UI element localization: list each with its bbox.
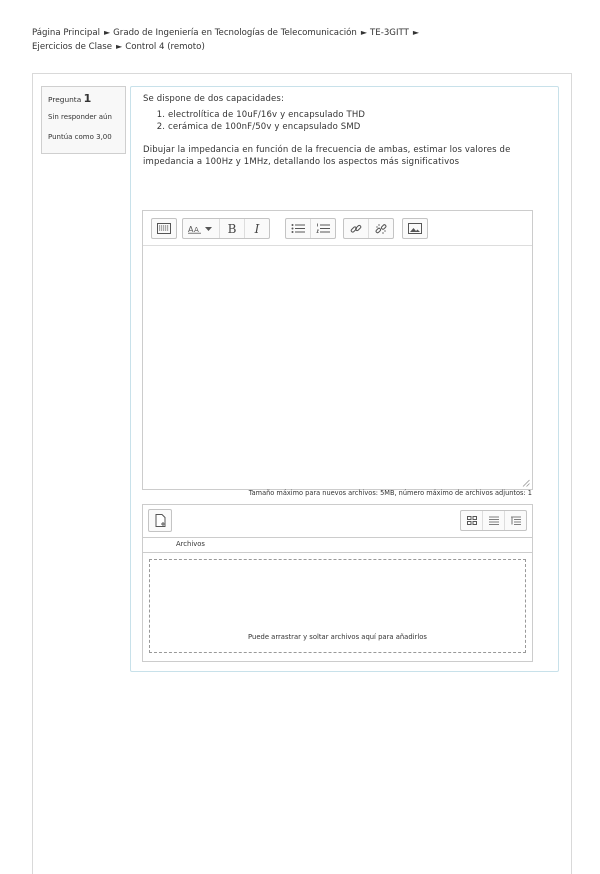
list-view-button[interactable] — [483, 511, 505, 530]
text-style-icon — [188, 224, 214, 234]
files-header — [142, 537, 533, 553]
svg-text:A: A — [188, 224, 194, 234]
question-list-item: 2. cerámica de 100nF/50v y encapsulado SMD — [168, 121, 543, 134]
add-file-button[interactable] — [148, 509, 172, 532]
question-text — [143, 93, 543, 169]
files-label: Archivos — [176, 540, 205, 548]
link-icon — [350, 223, 362, 235]
toolbar-group-media — [402, 218, 428, 239]
breadcrumb-degree[interactable]: Grado de Ingeniería en Tecnologías de Telecomunicación — [113, 28, 357, 38]
image-icon — [408, 223, 422, 234]
unlink-button[interactable] — [369, 219, 393, 238]
question-list-item: 1. electrolítica de 10uF/16v y encapsulado THD — [168, 109, 543, 122]
question-number-value: 1 — [83, 92, 92, 105]
question-info-box — [41, 86, 126, 154]
editor-toolbar — [143, 211, 532, 246]
unordered-list-button[interactable] — [286, 219, 311, 238]
grid-view-icon — [467, 516, 477, 525]
question-prompt: Dibujar la impedancia en función de la frecuencia de ambas, estimar los valores de impedancia a 100Hz y 1MHz, detallando los aspectos más significativos — [143, 144, 511, 167]
breadcrumb-section[interactable]: Ejercicios de Clase — [32, 42, 113, 52]
tree-view-button[interactable] — [505, 511, 526, 530]
icon-view-button[interactable] — [461, 511, 483, 530]
breadcrumb-quiz[interactable]: Control 4 (remoto) — [125, 42, 205, 52]
breadcrumb-separator: ► — [116, 42, 123, 51]
add-file-icon — [155, 514, 166, 527]
tree-view-icon — [511, 516, 521, 525]
bold-button[interactable]: B — [220, 219, 245, 238]
insert-image-button[interactable] — [403, 219, 427, 238]
file-manager-toolbar — [142, 504, 533, 538]
breadcrumb-separator: ► — [360, 28, 368, 37]
paragraph-style-button[interactable] — [183, 219, 220, 238]
breadcrumb-separator: ► — [103, 28, 111, 37]
list-view-icon — [489, 516, 499, 525]
question-state: Sin responder aún — [48, 113, 112, 121]
breadcrumb-course[interactable]: TE-3GITT — [370, 28, 409, 38]
toolbar-group-format — [182, 218, 270, 239]
keyboard-icon — [157, 223, 171, 234]
file-limits-text: Tamaño máximo para nuevos archivos: 5MB, número máximo de archivos adjuntos: 1 — [248, 489, 532, 497]
ordered-list-button[interactable] — [311, 219, 335, 238]
question-list — [143, 109, 543, 134]
file-drop-area — [142, 553, 533, 662]
breadcrumb — [32, 26, 572, 54]
unlink-icon — [375, 223, 387, 235]
toolbar-toggle-button[interactable] — [152, 219, 176, 238]
toolbar-group-lists — [285, 218, 336, 239]
breadcrumb-home[interactable]: Página Principal — [32, 28, 100, 38]
resize-handle-icon[interactable] — [522, 479, 530, 487]
breadcrumb-separator: ► — [412, 28, 419, 37]
bullet-list-icon — [291, 223, 305, 234]
italic-button[interactable]: I — [254, 221, 260, 236]
dropzone[interactable] — [149, 559, 526, 653]
view-switcher — [460, 510, 527, 531]
svg-text:A: A — [194, 225, 199, 234]
question-prefix: Pregunta — [48, 95, 82, 104]
question-number — [48, 92, 91, 105]
link-button[interactable] — [344, 219, 369, 238]
drop-hint: Puede arrastrar y soltar archivos aquí para añadirlos — [248, 633, 427, 641]
question-grade: Puntúa como 3,00 — [48, 133, 112, 141]
question-intro: Se dispone de dos capacidades: — [143, 94, 285, 104]
editor-text-area[interactable] — [143, 246, 532, 489]
toolbar-group-links — [343, 218, 394, 239]
answer-editor — [142, 210, 533, 490]
toolbar-group-toggle — [151, 218, 177, 239]
numbered-list-icon — [316, 223, 330, 234]
